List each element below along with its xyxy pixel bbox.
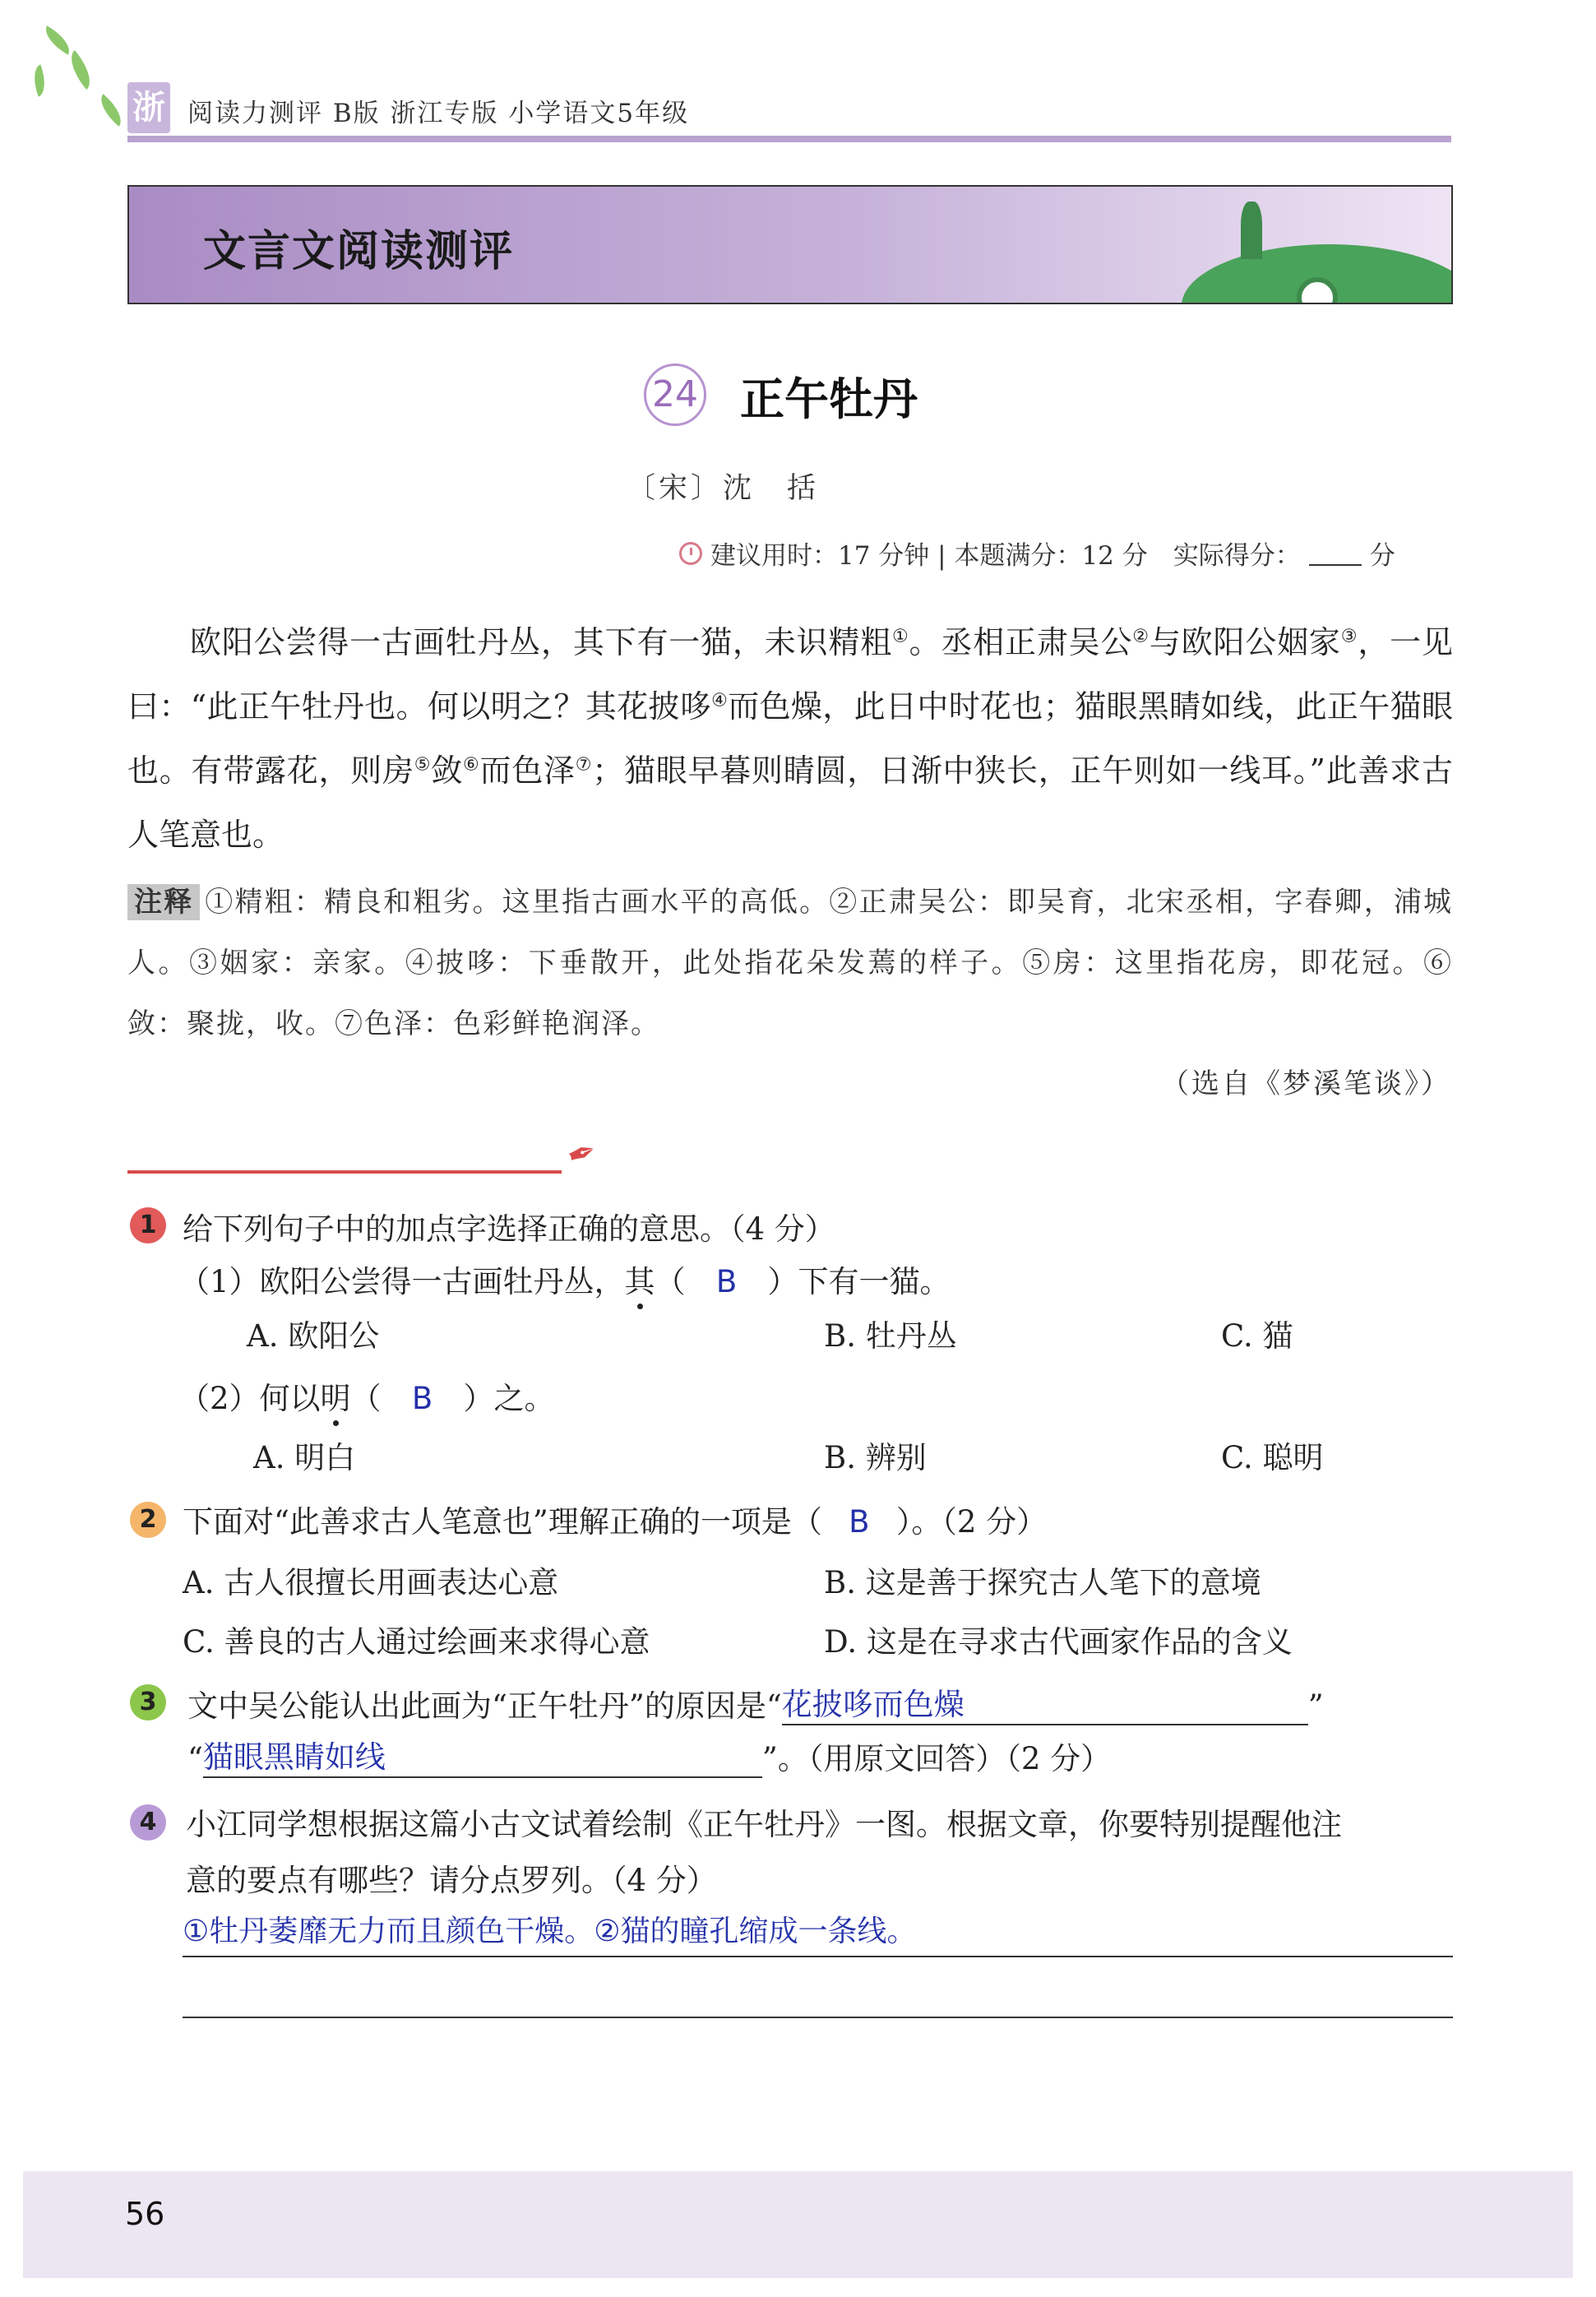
q1-1-option-c: C. 猫 — [1221, 1318, 1293, 1354]
q1-1-option-a: A. 欧阳公 — [247, 1318, 380, 1354]
lesson-number: 24 — [644, 364, 706, 426]
timing-text: 建议用时：17 分钟 | 本题满分：12 分 实际得分： — [710, 541, 1301, 571]
q3-answer-1[interactable]: 花披哆而色燥 — [782, 1679, 1308, 1725]
pen-icon: ✒ — [561, 1129, 603, 1178]
q2-answer[interactable]: B — [849, 1504, 870, 1540]
question-number-2: 2 — [130, 1502, 166, 1538]
section-banner — [127, 185, 1453, 304]
q4-stem-1: 小江同学想根据这篇小古文试着绘制《正午牡丹》一图。根据文章，你要特别提醒他注 — [186, 1807, 1342, 1842]
q1-sentence-1: （1）欧阳公尝得一古画牡丹丛，其（ B ）下有一猫。 — [179, 1264, 951, 1299]
q1-1-answer[interactable]: B — [715, 1264, 738, 1299]
leaf-icon — [62, 50, 99, 90]
province-badge: 浙 — [127, 82, 170, 133]
footer-band — [23, 2171, 1573, 2278]
q1-sentence-2: （2）何以明（ B ）之。 — [179, 1381, 555, 1416]
author: 〔宋〕沈 括 — [627, 472, 820, 505]
q2-stem: 下面对“此善求古人笔意也”理解正确的一项是（ B ）。（2 分） — [183, 1504, 1048, 1540]
q2-option-d: D. 这是在寻求古代画家作品的含义 — [824, 1624, 1293, 1660]
score-blank[interactable] — [1309, 541, 1362, 566]
q1-1-option-b: B. 牡丹丛 — [824, 1318, 957, 1354]
page-number: 56 — [125, 2196, 165, 2232]
timing-info — [679, 535, 1395, 572]
q4-stem-2: 意的要点有哪些？请分点罗列。（4 分） — [186, 1863, 717, 1898]
question-number-1: 1 — [130, 1207, 166, 1243]
q4-answer[interactable]: ①牡丹萎靡无力而且颜色干燥。②猫的瞳孔缩成一条线。 — [183, 1915, 917, 1948]
question-divider — [127, 1170, 562, 1174]
answer-line — [183, 2017, 1453, 2018]
answer-line — [183, 1956, 1453, 1957]
passage — [127, 610, 1453, 867]
notes-tag: 注释 — [127, 884, 200, 920]
lesson-title: 正午牡丹 — [740, 373, 918, 425]
notes-text: ①精粗：精良和粗劣。这里指古画水平的高低。②正肃吴公：即吴育，北宋丞相，字春卿，浦城人。③姻家：亲家。④披哆：下垂散开，此处指花朵发蔫的样子。⑤房：这里指花房，即花冠。⑥敛：聚拢，收。⑦色泽：色彩鲜艳润泽。 — [127, 886, 1453, 1040]
source-citation: （选自《梦溪笔谈》） — [1161, 1067, 1451, 1100]
timing-unit: 分 — [1369, 541, 1395, 571]
q1-stem: 给下列句子中的加点字选择正确的意思。（4 分） — [183, 1211, 835, 1247]
leaf-icon — [39, 25, 76, 55]
leaf-icon — [28, 64, 50, 96]
header-divider — [127, 136, 1451, 142]
pagoda-icon — [1241, 201, 1262, 259]
leaf-icon — [94, 94, 128, 127]
q1-2-answer[interactable]: B — [411, 1381, 433, 1416]
annotations — [127, 872, 1453, 1054]
clock-icon — [679, 542, 702, 565]
q1-2-option-b: B. 辨别 — [824, 1440, 927, 1475]
banner-title: 文言文阅读测评 — [203, 226, 515, 276]
question-number-3: 3 — [130, 1684, 166, 1720]
passage-paragraph: 欧阳公尝得一古画牡丹丛，其下有一猫，未识精粗①。丞相正肃吴公②与欧阳公姻家③，一见曰：“此正午牡丹也。何以明之？其花披哆④而色燥，此日中时花也；猫眼黑睛如线，此正午猫眼也。有带露花，则房⑤敛⑥而色泽⑦；猫眼早暮则睛圆，日渐中狭长，正午则如一线耳。”此善求古人笔意也。 — [127, 624, 1453, 853]
q2-option-a: A. 古人很擅长用画表达心意 — [183, 1565, 559, 1600]
q3-line-2: “猫眼黑睛如线 ”。（用原文回答）（2 分） — [187, 1732, 1111, 1778]
corner-decoration — [16, 16, 140, 140]
q1-2-option-c: C. 聪明 — [1221, 1440, 1324, 1475]
q3-line-1: 文中吴公能认出此画为“正午牡丹”的原因是“花披哆而色燥 ” — [187, 1679, 1324, 1725]
q2-option-c: C. 善良的古人通过绘画来求得心意 — [183, 1624, 650, 1660]
book-header: 阅读力测评 B版 浙江专版 小学语文5年级 — [187, 99, 690, 128]
q2-option-b: B. 这是善于探究古人笔下的意境 — [824, 1565, 1261, 1600]
q3-answer-2[interactable]: 猫眼黑睛如线 — [203, 1732, 762, 1778]
q1-2-option-a: A. 明白 — [253, 1440, 356, 1475]
question-number-4: 4 — [130, 1804, 166, 1841]
